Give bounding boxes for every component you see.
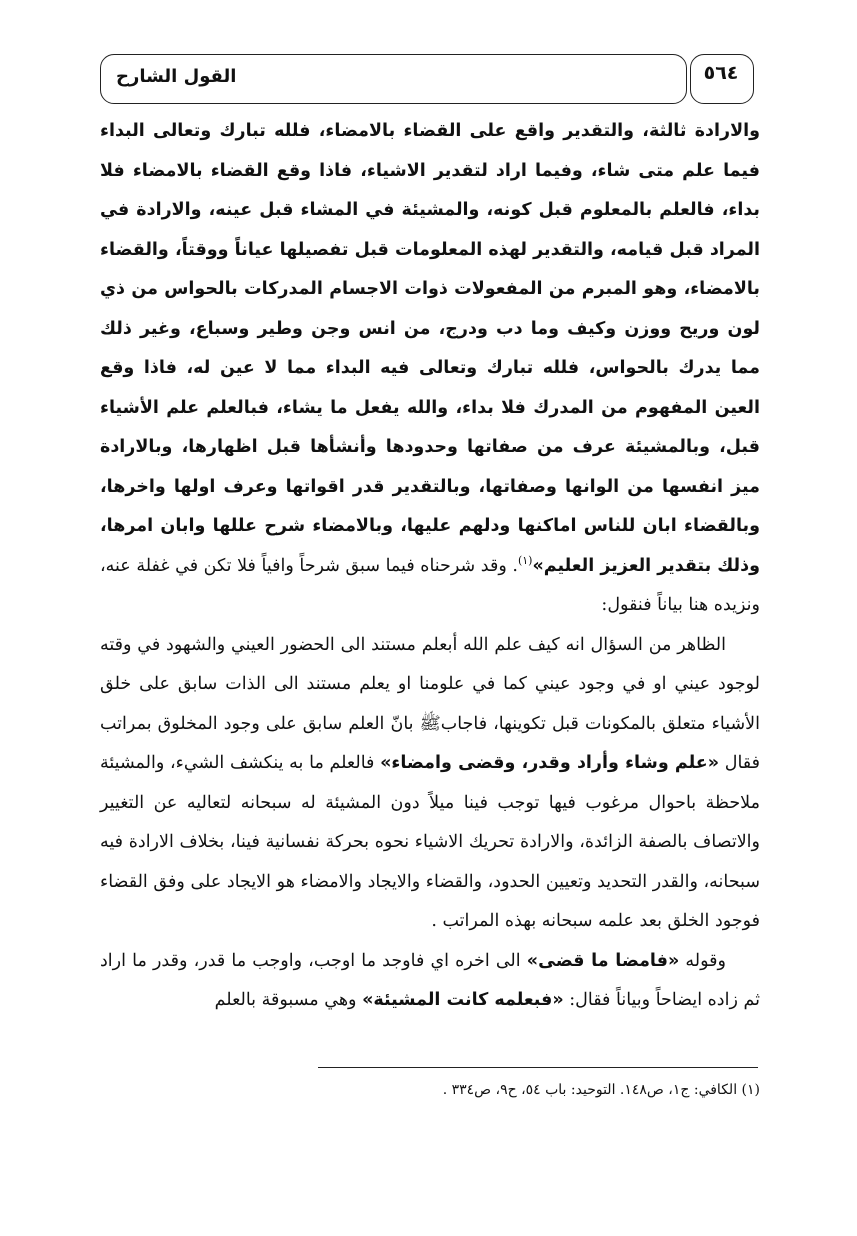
salutation-glyph: ﷺ (419, 713, 441, 734)
running-title: القول الشارح (116, 66, 237, 87)
main-text (100, 112, 760, 1021)
paragraph-3 (100, 942, 760, 1021)
commentary-text: فالعلم ما به ينكشف الشيء، والمشيئة ملاحظة باحوال مرغوب فيها توجب فينا ميلاً دون المشيئة له سبحانه لتعاليه عن التغيير والاتصاف بالصفة الزائدة، والارادة تحريك الاشياء نحوه بحركة نفسانية فينا، بخلاف الارادة فيه سبحانه، والقدر التحديد وتعيين الحدود، والقضاء والايجاد والامضاء هو الايجاد على وفق القضاء فوجود الخلق بعد علمه سبحانه بهذه المراتب . (100, 753, 760, 931)
commentary-text: الى اخره اي فاوجد ما اوجب، واوجب ما قدر، وقدر ما اراد ثم زاده ايضاحاً وبياناً فقال: (100, 950, 760, 1010)
footnote-marker[interactable]: (١) (517, 553, 533, 567)
footnote-separator (318, 1067, 758, 1068)
quoted-phrase: «فامضا ما قضى» (526, 950, 680, 971)
commentary-text: . وقد شرحناه فيما سبق شرحاً وافياً فلا تكن في غفلة عنه، ونزيده هنا بياناً فنقول: (100, 555, 760, 615)
quoted-phrase: «فبعلمه كانت المشيئة» (362, 990, 564, 1010)
commentary-text: الظاهر من السؤال انه كيف علم الله أبعلم مستند الى الحضور العيني والشهود في وقته لوجود عيني او في وجود عيني كما في علومنا او يعلم مستند الى الذات سابق على خلق الأشياء متعلق بالمكونات قبل تكوينها، فاجاب (100, 634, 760, 734)
commentary-text: وهي مسبوقة بالعلم (214, 990, 363, 1010)
quoted-phrase: «علم وشاء وأراد وقدر، وقضى وامضاء» (380, 753, 720, 773)
page-number: ٥٦٤ (703, 62, 739, 84)
footnote: (١) الكافي: ج١، ص١٤٨. التوحيد: باب ٥٤، ح٩، ص٣٣٤ . (442, 1082, 760, 1098)
commentary-text: بانّ العلم سابق على وجود المخلوق بمراتب فقال (100, 713, 760, 773)
quoted-hadith: والارادة ثالثة، والتقدير واقع على القضاء بالامضاء، فلله تبارك وتعالى البداء فيما علم متى شاء، وفيما اراد لتقدير الاشياء، فاذا وقع القضاء بالامضاء فلا بداء، فالعلم بالمعلوم قبل كونه، والمشيئة في المشاء قبل عينه، والارادة في المراد قبل قيامه، والتقدير لهذه المعلومات قبل تفصيلها عياناً ووقتاً، والقضاء بالامضاء، وهو المبرم من المفعولات ذوات الاجسام المدركات بالحواس من ذي لون وريح ووزن وكيف وما دب ودرج، من انس وجن وطير وسباع، وغير ذلك مما يدرك بالحواس، فلله تبارك وتعالى فيه البداء مما لا عين له، فاذا وقع العين المفهوم من المدرك فلا بداء، والله يفعل ما يشاء، فبالعلم علم الأشياء قبل، وبالمشيئة عرف من صفاتها وحدودها وأنشأها قبل اظهارها، وبالارادة ميز انفسها من الوانها وصفاتها، وبالتقدير قدر اقواتها وعرف اولها واخرها، وبالقضاء ابان للناس اماكنها ودلهم عليها، وبالامضاء شرح عللها وابان امرها، وذلك بتقدير العزيز العليم» (100, 121, 760, 576)
paragraph-1 (100, 112, 760, 626)
commentary-text: وقوله (679, 950, 726, 971)
paragraph-2 (100, 626, 760, 942)
